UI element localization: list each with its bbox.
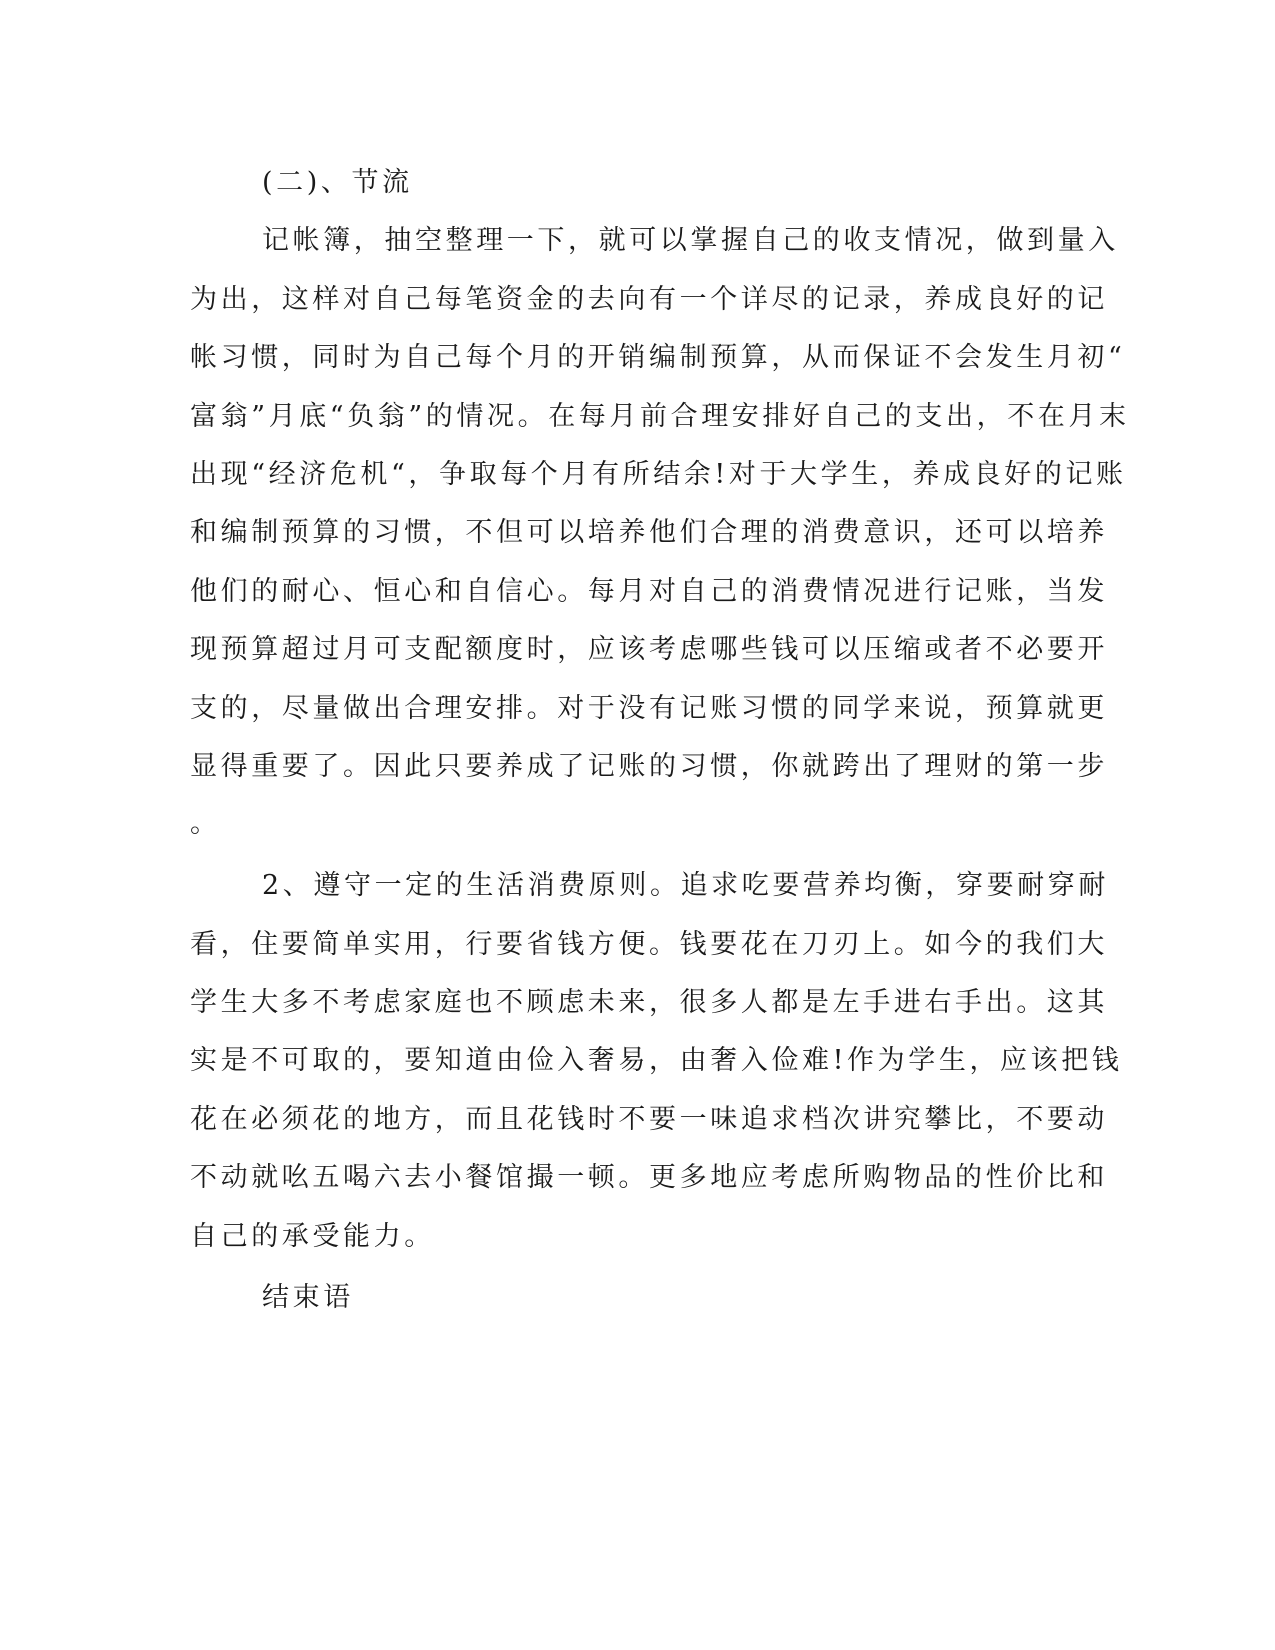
paragraph-line: 富翁”月底“负翁”的情况。在每月前合理安排好自己的支出，不在月末 (190, 401, 1130, 432)
paragraph-line: 花在必须花的地方，而且花钱时不要一味追求档次讲究攀比，不要动 (190, 1104, 1108, 1135)
paragraph-line: 和编制预算的习惯，不但可以培养他们合理的消费意识，还可以培养 (190, 517, 1108, 548)
paragraph-line: 现预算超过月可支配额度时，应该考虑哪些钱可以压缩或者不必要开 (190, 634, 1108, 665)
paragraph-line: 学生大多不考虑家庭也不顾虑未来，很多人都是左手进右手出。这其 (190, 987, 1108, 1018)
paragraph-line: 帐习惯，同时为自己每个月的开销编制预算，从而保证不会发生月初“ (190, 342, 1126, 373)
paragraph-line: 看，住要简单实用，行要省钱方便。钱要花在刀刃上。如今的我们大 (190, 929, 1108, 960)
paragraph-line: 2、遵守一定的生活消费原则。追求吃要营养均衡，穿要耐穿耐 (262, 870, 1109, 901)
paragraph-line: 不动就吆五喝六去小餐馆撮一顿。更多地应考虑所购物品的性价比和 (190, 1162, 1108, 1193)
section-heading: (二)、节流 (262, 167, 413, 198)
paragraph-line: 。 (190, 808, 221, 839)
paragraph-line: 为出，这样对自己每笔资金的去向有一个详尽的记录，养成良好的记 (190, 284, 1108, 315)
paragraph-line: 支的，尽量做出合理安排。对于没有记账习惯的同学来说，预算就更 (190, 693, 1108, 724)
paragraph-line: 记帐簿，抽空整理一下，就可以掌握自己的收支情况，做到量入 (262, 225, 1119, 256)
paragraph-line: 显得重要了。因此只要养成了记账的习惯，你就跨出了理财的第一步 (190, 751, 1108, 782)
paragraph-line: 自己的承受能力。 (190, 1221, 435, 1252)
paragraph-line: 出现“经济危机“，争取每个月有所结余!对于大学生，养成良好的记账 (190, 459, 1127, 490)
closing-heading: 结束语 (262, 1282, 354, 1313)
paragraph-line: 实是不可取的，要知道由俭入奢易，由奢入俭难!作为学生，应该把钱 (190, 1045, 1123, 1076)
paragraph-line: 他们的耐心、恒心和自信心。每月对自己的消费情况进行记账，当发 (190, 576, 1108, 607)
